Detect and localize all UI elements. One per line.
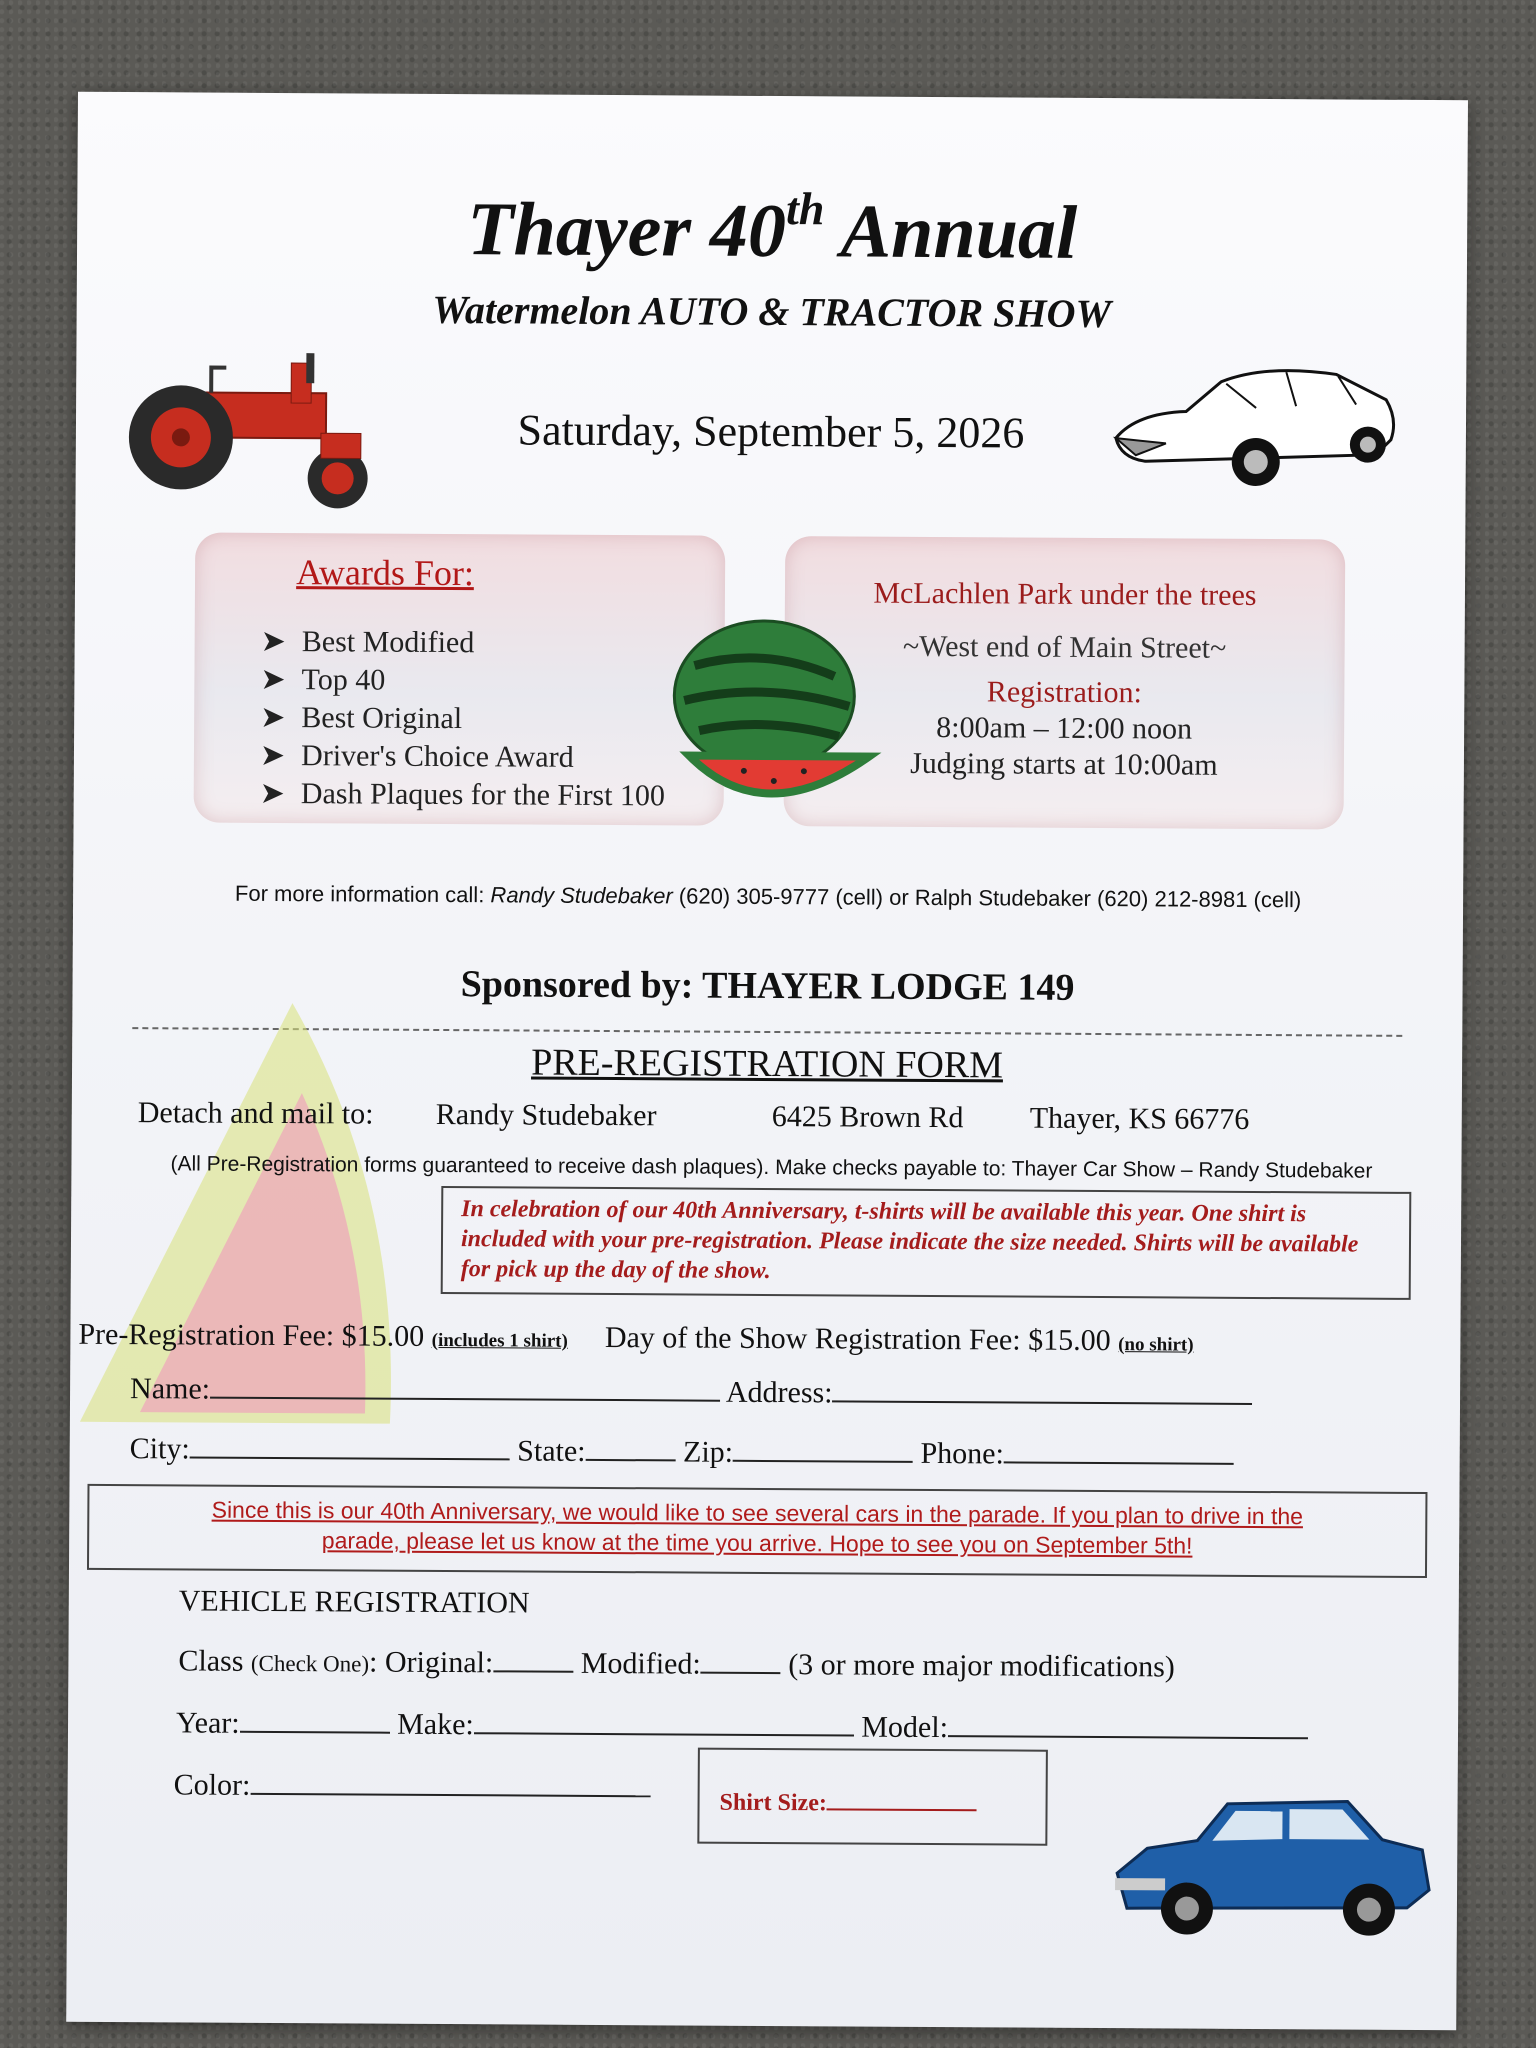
contact-info (73, 880, 1463, 914)
name-address-row (130, 1370, 1253, 1413)
city-label: City: (129, 1432, 190, 1466)
name-field[interactable] (210, 1371, 720, 1402)
award-item: ➤ Dash Plaques for the First 100 (260, 775, 666, 815)
awards-heading: Awards For: (296, 552, 475, 594)
guarantee-note: (All Pre-Registration forms guaranteed to receive dash plaques). Make checks payable to: Thayer Car Show – Randy Studebaker (170, 1152, 1373, 1183)
contact-prefix: For more information call: (234, 880, 491, 908)
model-field[interactable] (948, 1709, 1308, 1739)
form-title: PRE-REGISTRATION FORM (531, 1041, 1004, 1087)
flyer-page (66, 92, 1468, 2030)
park-name: McLachlen Park under the trees (873, 576, 1257, 612)
make-label: Make: (397, 1707, 474, 1742)
shirt-size-field[interactable] (827, 1788, 977, 1811)
event-date: Saturday, September 5, 2026 (517, 405, 1025, 458)
color-label: Color: (173, 1768, 251, 1802)
title-end: Annual (824, 189, 1078, 275)
year-label: Year: (175, 1706, 240, 1740)
shirt-size-box (697, 1748, 1048, 1846)
address-field[interactable] (833, 1374, 1253, 1405)
year-make-row (176, 1704, 1308, 1747)
shirt-size-label: Shirt Size: (719, 1789, 827, 1817)
pre-fee: Pre-Registration Fee: $15.00 (78, 1317, 425, 1353)
check-one-note: (Check One) (250, 1650, 370, 1677)
vintage-car-icon (1106, 343, 1407, 505)
vehicle-registration-title: VEHICLE REGISTRATION (178, 1584, 530, 1620)
city-state-row (130, 1430, 1234, 1473)
awards-list (260, 623, 666, 815)
tshirt-notice: In celebration of our 40th Anniversary, t-shirts will be available this year. One shirt is included with your pre-registration. Please indicate the size needed. Shirts will be available for pick up the day of the show. (441, 1186, 1412, 1300)
modified-checkbox[interactable] (701, 1646, 781, 1674)
class-row (178, 1642, 1175, 1684)
original-label: Original: (384, 1645, 494, 1680)
tractor-icon (115, 332, 386, 514)
name-label: Name: (129, 1372, 211, 1406)
phone-field[interactable] (1004, 1435, 1234, 1464)
make-field[interactable] (474, 1706, 854, 1736)
contact-name: Randy Studebaker (490, 882, 673, 909)
address-label: Address: (725, 1375, 833, 1410)
parade-line-1: Since this is our 40th Anniversary, we would like to see several cars in the parade. If you plan to drive in the (211, 1496, 1304, 1530)
flyer-title (77, 184, 1468, 279)
parade-notice (87, 1484, 1428, 1578)
color-row (174, 1766, 651, 1805)
parade-line-2: parade, please let us know at the time you arrive. Hope to see you on September 5th! (321, 1527, 1193, 1559)
watermelon-icon (654, 605, 885, 816)
state-field[interactable] (586, 1433, 676, 1462)
class-label: Class (178, 1644, 252, 1678)
color-field[interactable] (250, 1767, 650, 1797)
flyer-subtitle: Watermelon AUTO & TRACTOR SHOW (432, 286, 1112, 337)
sponsor-line: Sponsored by: THAYER LODGE 149 (460, 963, 1075, 1009)
judging-time: Judging starts at 10:00am (910, 746, 1218, 782)
blue-car-icon (1107, 1778, 1438, 1950)
award-item: ➤ Best Modified (261, 623, 667, 663)
model-label: Model: (861, 1710, 949, 1745)
original-checkbox[interactable] (493, 1644, 573, 1672)
award-item: ➤ Driver's Choice Award (260, 737, 666, 777)
modified-note: (3 or more major modifications) (788, 1648, 1175, 1684)
title-ordinal: th (785, 183, 825, 235)
zip-label: Zip: (682, 1435, 734, 1469)
park-street: ~West end of Main Street~ (902, 629, 1227, 665)
day-fee-note: (no shirt) (1118, 1334, 1194, 1356)
year-field[interactable] (240, 1705, 390, 1734)
award-item: ➤ Top 40 (260, 661, 666, 701)
title-main: Thayer 40 (466, 187, 787, 274)
mail-name: Randy Studebaker (435, 1097, 657, 1133)
phone-label: Phone: (920, 1436, 1004, 1471)
contact-phones: (620) 305-9777 (cell) or Ralph Studebaker (620) 212-8981 (cell) (672, 883, 1302, 913)
registration-time: 8:00am – 12:00 noon (936, 711, 1193, 746)
modified-label: Modified: (580, 1646, 701, 1681)
mail-street: 6425 Brown Rd (771, 1100, 964, 1135)
pre-fee-note: (includes 1 shirt) (431, 1329, 568, 1352)
class-colon: : (368, 1645, 378, 1679)
award-item: ➤ Best Original (260, 699, 666, 739)
day-fee: Day of the Show Registration Fee: $15.00 (604, 1320, 1111, 1358)
zip-field[interactable] (733, 1434, 913, 1463)
state-label: State: (517, 1434, 586, 1468)
mail-city: Thayer, KS 66776 (1029, 1101, 1250, 1136)
mail-label: Detach and mail to: (137, 1096, 374, 1131)
city-field[interactable] (190, 1430, 510, 1460)
registration-label: Registration: (986, 675, 1142, 710)
